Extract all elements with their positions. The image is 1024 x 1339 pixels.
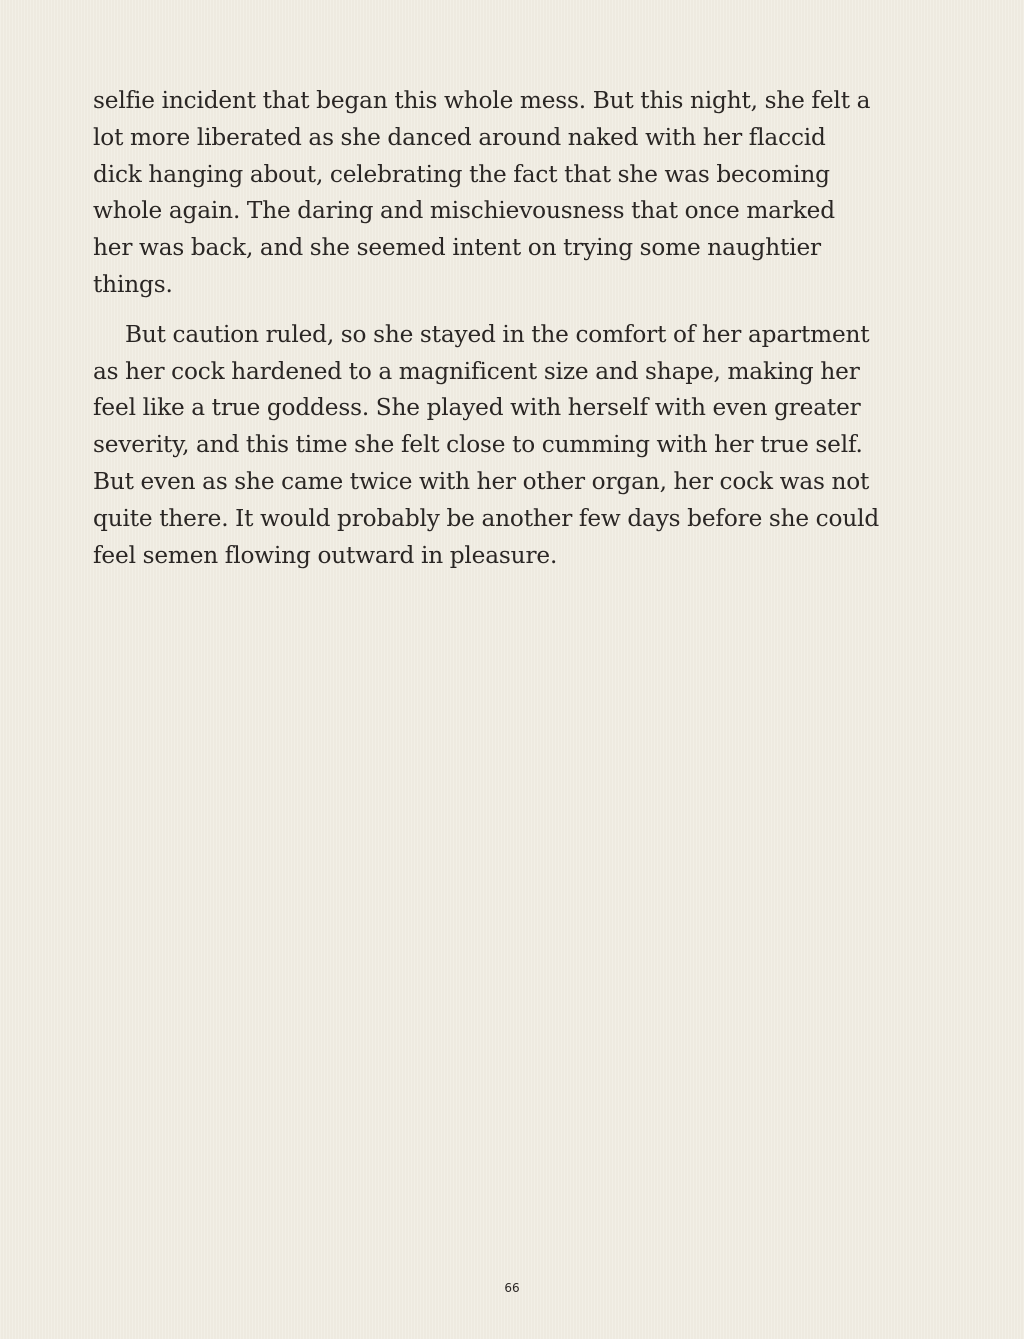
text-line: selfie incident that began this whole mess. But this night, she felt a xyxy=(93,87,871,114)
page-body xyxy=(93,83,931,574)
page-number: 66 xyxy=(504,1281,520,1295)
text-line: But caution ruled, so she stayed in the comfort of her apartment xyxy=(125,320,870,348)
text-line: things. xyxy=(93,270,173,298)
text-line: feel like a true goddess. She played with herself with even greater xyxy=(93,394,861,422)
text-line: quite there. It would probably be another few days before she could xyxy=(93,504,880,532)
text-line: But even as she came twice with her other organ, her cock was not xyxy=(93,467,870,495)
text-line: as her cock hardened to a magnificent size and shape, making her xyxy=(93,357,860,385)
text-line: severity, and this time she felt close to cumming with her true self. xyxy=(93,431,863,459)
paragraph-2 xyxy=(93,317,931,575)
paragraph-1 xyxy=(93,83,931,304)
text-line: dick hanging about, celebrating the fact that she was becoming xyxy=(93,160,830,188)
text-line: feel semen flowing outward in pleasure. xyxy=(93,541,558,569)
text-line: lot more liberated as she danced around naked with her flaccid xyxy=(93,123,826,151)
text-line: her was back, and she seemed intent on trying some naughtier xyxy=(93,234,821,262)
text-line: whole again. The daring and mischievousness that once marked xyxy=(93,197,835,225)
